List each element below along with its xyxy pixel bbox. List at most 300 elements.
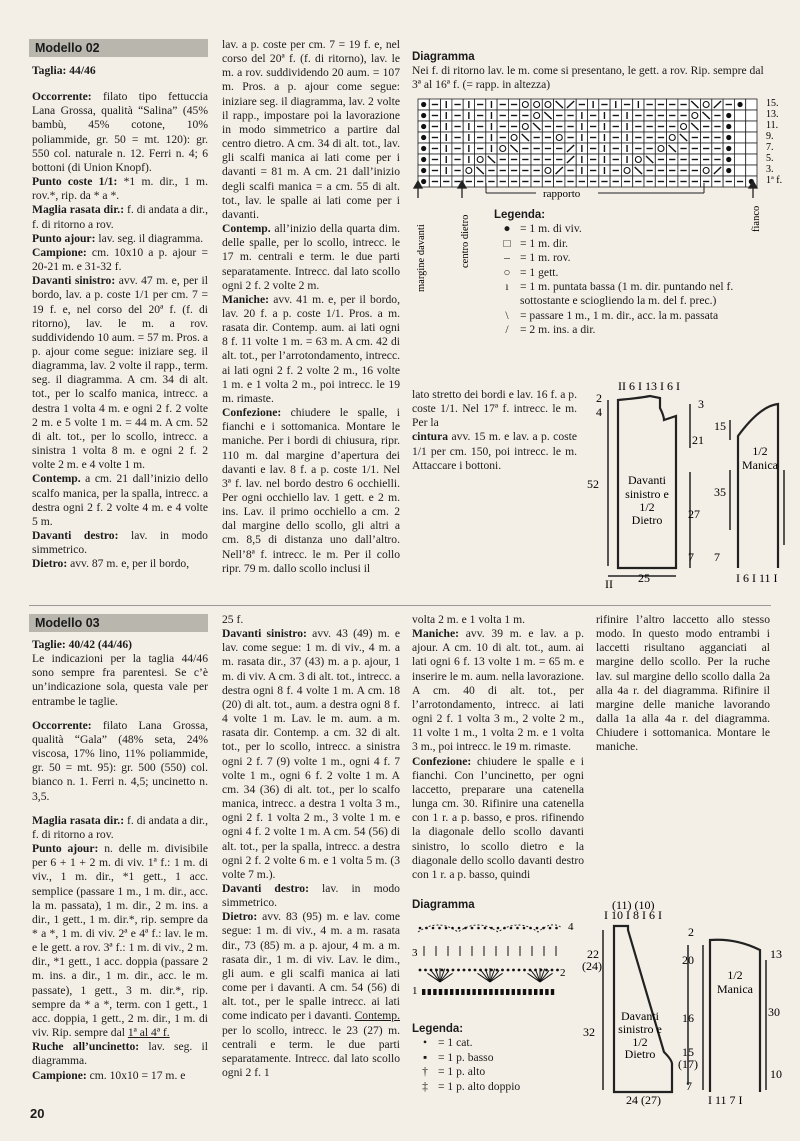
paragraph-lead: Punto ajour: xyxy=(32,842,99,856)
chain-icon xyxy=(529,969,532,972)
m02-col2-text xyxy=(222,38,400,576)
svg-text:Davanti: Davanti xyxy=(628,473,666,487)
chart-symbol-icon xyxy=(726,168,731,173)
legend-item xyxy=(412,1065,592,1079)
chart-cell xyxy=(599,110,610,121)
chart-cell xyxy=(667,143,678,154)
chart-symbol-icon xyxy=(703,112,710,119)
chart-cell xyxy=(486,99,497,110)
legend-text: = 1 m. puntata bassa (1 m. dir. puntando nel f. sottostante e sciogliendo la m. del f. prec.) xyxy=(520,280,734,308)
m03-top-b: I 10 I 8 I 6 I xyxy=(604,908,662,922)
legend-symbol-icon: ○ xyxy=(503,265,511,279)
paragraph-text: Contemp. xyxy=(354,1009,400,1023)
chart-cell xyxy=(542,121,553,132)
paragraph-lead: Davanti destro: xyxy=(32,529,119,542)
chart-cell xyxy=(723,154,734,165)
paragraph-text: lav. seg. il diagramma. xyxy=(95,231,204,245)
paragraph-lead: Confezione: xyxy=(222,406,282,420)
chart-symbol-icon xyxy=(669,135,675,141)
chart-cell xyxy=(429,154,440,165)
chart-cell xyxy=(508,99,519,110)
chart-cell xyxy=(508,176,519,187)
paragraph-text: avv. 83 (95) m. e lav. come segue: 1 m. di viv., 4 m. a m. rasata dir., 73 (85) m. a p. ajour, 4 m. a m. rasata dir., 1 m. di viv. Lav. le dim., gli aum. e gli scalfi manica ai lati come per i davanti. A cm. 54 (56) di alt. tot., per le spalle intrecc. ai lati come indicato per i davanti. xyxy=(222,910,400,1023)
paragraph-lead: Punto coste 1/1: xyxy=(32,175,118,189)
paragraph-text: avv. 43 (49) m. e lav. come segue: 1 m. di viv., 4 m. a m. rasata dir., 37 (43) m. a p. ajour, 1 m. di viv. A cm. 3 di alt. tot., intrecc. a destra ogni 8 f. 4 volte 1 m. A cm. 18 (20) di alt. tot., aum. a destra ogni 8 f. 4 volte 1 m. Lav. le m. aum. a m. rasata dir. Contemp. a cm. 32 di alt. tot., per lo scollo, intrecc. a sinistra ogni 2 f. 7 (9) volte 1 m., ogni 4 f. 7 volte 1 m., ogni 6 f. 2 volte 1 m. A cm. 34 (36) di alt. tot., per lo scalfo manica, intrecc. a destra 1 volta 3 m., ogni 2 f. 1 volta 2 m., 3 volte 1 m. e ogni 4 f. 2 volte 1 m. A cm. 54 (56) di alt. tot., per la spalla, intrecc. a destra ogni 2 f. 2 volte 6 m. e 1 volta 5 m. (3 volte 7 m.). xyxy=(222,627,401,881)
svg-text:1/2: 1/2 xyxy=(639,500,655,514)
paragraph xyxy=(222,882,400,910)
chart-cell xyxy=(497,176,508,187)
chart-cell xyxy=(565,154,576,165)
chain-icon xyxy=(490,969,493,972)
chart-cell xyxy=(644,143,655,154)
chain-icon xyxy=(484,927,487,930)
chart-cell xyxy=(418,143,429,154)
legend-text: = 1 m. dir. xyxy=(520,236,569,250)
chart-cell xyxy=(565,143,576,154)
chart-cell xyxy=(531,143,542,154)
single-crochet-icon xyxy=(523,989,526,995)
legend-text: = 1 m. di viv. xyxy=(520,222,582,236)
single-crochet-icon xyxy=(528,989,531,995)
paragraph xyxy=(32,203,208,231)
svg-text:1/2: 1/2 xyxy=(752,444,768,458)
chart-cell xyxy=(475,132,486,143)
chart-cell xyxy=(644,132,655,143)
legend-text: = 1 gett. xyxy=(520,265,559,279)
chart-cell xyxy=(621,143,632,154)
chart-symbol-icon xyxy=(533,123,540,130)
chain-icon xyxy=(419,927,422,930)
chart-symbol-icon xyxy=(714,101,721,108)
chart-cell xyxy=(655,165,666,176)
chart-cell xyxy=(576,165,587,176)
single-crochet-icon xyxy=(495,989,498,995)
chart-cell xyxy=(576,99,587,110)
m03-n16: 16 xyxy=(682,1011,694,1025)
chart-cell xyxy=(678,176,689,187)
m02-legend-items xyxy=(494,222,764,337)
m02-legend-title: Legenda: xyxy=(494,209,546,221)
chart-cell xyxy=(678,132,689,143)
paragraph xyxy=(222,222,400,293)
chart-cell xyxy=(429,165,440,176)
chart-cell xyxy=(644,110,655,121)
chain-icon xyxy=(501,969,504,972)
chart-cell xyxy=(475,176,486,187)
m03-diagram-title: Diagramma xyxy=(412,899,475,911)
single-crochet-icon xyxy=(422,989,425,995)
chart-cell xyxy=(588,121,599,132)
paragraph xyxy=(32,232,208,246)
chart-cell xyxy=(531,99,542,110)
chain-icon xyxy=(485,969,488,972)
chart-cell xyxy=(463,132,474,143)
chart-cell xyxy=(689,165,700,176)
chain-icon xyxy=(479,969,482,972)
single-crochet-icon xyxy=(512,989,515,995)
chart-cell xyxy=(610,110,621,121)
m02-column-1 xyxy=(32,64,208,571)
chart-cell xyxy=(599,176,610,187)
chart-cell xyxy=(576,110,587,121)
paragraph xyxy=(32,652,208,709)
paragraph-lead: Contemp. xyxy=(222,222,271,236)
chart-cell xyxy=(655,121,666,132)
legend-text: = 2 m. ins. a dir. xyxy=(520,323,596,337)
legend-symbol-icon: – xyxy=(504,251,510,265)
chart-cell xyxy=(701,110,712,121)
chart-cell xyxy=(542,132,553,143)
svg-text:sinistro e: sinistro e xyxy=(618,1022,662,1036)
paragraph-text: cm. 10x10 = 17 m. e xyxy=(86,1068,186,1082)
paragraph-text: 25 f. xyxy=(222,613,244,626)
chain-icon xyxy=(441,969,444,972)
chart-cell xyxy=(508,143,519,154)
chart-symbol-icon xyxy=(692,113,698,119)
chart-cell xyxy=(610,121,621,132)
m02-n52: 52 xyxy=(587,477,599,491)
paragraph xyxy=(32,274,208,472)
paragraph-text: f. di andata a dir., f. di ritorno a rov. xyxy=(32,203,208,231)
chart-cell xyxy=(678,165,689,176)
legend-text: = 1 p. alto xyxy=(438,1065,486,1079)
chart-cell xyxy=(418,165,429,176)
m03-sleeve-bottom: I 11 7 I xyxy=(708,1093,743,1107)
paragraph-lead: Ruche all’uncinetto: xyxy=(32,1040,140,1054)
m03-column-4 xyxy=(596,613,770,755)
double-crochet-icon xyxy=(440,973,453,982)
chart-cell xyxy=(610,99,621,110)
legend-text: = 1 p. basso xyxy=(438,1050,494,1064)
chart-symbol-icon xyxy=(726,113,731,118)
chart-symbol-icon xyxy=(421,124,426,129)
chart-cell xyxy=(452,165,463,176)
chart-symbol-icon xyxy=(522,124,528,130)
svg-text:Dietro: Dietro xyxy=(624,1047,656,1061)
chain-icon xyxy=(435,969,438,972)
single-crochet-icon xyxy=(551,989,554,995)
chart-symbol-icon xyxy=(556,101,563,108)
chain-icon xyxy=(540,969,543,972)
legend-text: = passare 1 m., 1 m. dir., acc. la m. passata xyxy=(520,308,719,322)
chart-symbol-icon xyxy=(421,102,426,107)
chart-cell xyxy=(554,143,565,154)
chart-cell xyxy=(486,110,497,121)
svg-text:1/2: 1/2 xyxy=(727,968,743,982)
paragraph-text: f. di andata a dir., f. di ritorno a rov. xyxy=(32,813,208,841)
chart-cell xyxy=(497,154,508,165)
single-crochet-icon xyxy=(489,989,492,995)
chain-icon xyxy=(477,927,480,930)
chart-symbol-icon xyxy=(421,135,426,140)
chain-icon xyxy=(452,969,455,972)
chart-cell xyxy=(576,176,587,187)
chart-cell xyxy=(734,132,745,143)
chart-cell xyxy=(621,110,632,121)
m02-n4: 4 xyxy=(596,405,602,419)
chart-cell xyxy=(621,99,632,110)
chart-cell xyxy=(588,165,599,176)
rapporto-bracket xyxy=(486,183,704,193)
paragraph-text: filato tipo fettuccia Lana Grossa, qualità “Salina” (45% bambù, 45% cotone, 10% poliammide, gr. 50 = mt. 120): gr. 550 col. naturale n. 12. Ferri n. 4; 6 bottoni (di Union Knopf). xyxy=(32,90,208,174)
svg-text:1/2: 1/2 xyxy=(632,1035,648,1049)
chart-symbol-icon xyxy=(522,102,528,108)
legend-text: = 1 cat. xyxy=(438,1036,473,1050)
svg-text:Manica: Manica xyxy=(717,982,753,996)
paragraph-text: Le indicazioni per la taglia 44/46 sono sempre fra parentesi. Se c’è un’indicazione sola, questa vale per entrambe le taglie. xyxy=(32,652,208,708)
paragraph-text: avv. 39 m. e lav. a p. ajour. A cm. 10 di alt. tot., aum. ai lati ogni 6 f. 13 volte 1 m. = 65 m. e inserire le m. aum. nella lavorazione. A cm. 40 di alt. tot., per l’arrotondamento, intrecc. ai lati ogni 2 f. 1 volta 3 m., 2 volte 2 m., 11 volte 1 m., 1 volta 2 m. e 1 volta 3 m., poi intrecc. le 19 m. rimaste. xyxy=(412,627,584,754)
chart-symbol-icon xyxy=(726,124,731,129)
chart-cell xyxy=(531,110,542,121)
m03-n24: (24) xyxy=(582,959,602,973)
chart-cell xyxy=(463,165,474,176)
chart-cell xyxy=(712,132,723,143)
chart-cell xyxy=(429,176,440,187)
chart-cell xyxy=(463,110,474,121)
chart-symbol-icon xyxy=(466,168,472,174)
chart-cell xyxy=(644,99,655,110)
chart-cell xyxy=(734,154,745,165)
single-crochet-icon xyxy=(461,989,464,995)
single-crochet-icon xyxy=(439,989,442,995)
m03-sleeve-label xyxy=(717,968,754,996)
chart-cell xyxy=(723,165,734,176)
legend-item xyxy=(412,1080,592,1094)
chart-symbol-icon xyxy=(737,102,742,107)
chain-icon xyxy=(468,969,471,972)
chart-cell xyxy=(655,176,666,187)
paragraph-text: avv. 87 m. e, per il bordo, xyxy=(67,557,190,571)
chart-cell xyxy=(429,121,440,132)
chart-cell xyxy=(463,121,474,132)
chart-cell xyxy=(588,132,599,143)
chart-symbol-icon xyxy=(658,146,664,152)
chart-cell xyxy=(463,176,474,187)
chart-cell xyxy=(418,176,429,187)
chart-cell xyxy=(429,132,440,143)
chart-cell xyxy=(554,132,565,143)
chart-cell xyxy=(486,176,497,187)
chart-cell xyxy=(520,165,531,176)
chart-cell xyxy=(554,110,565,121)
m03-col2-text xyxy=(222,613,400,1080)
chart-symbol-icon xyxy=(635,167,642,174)
m03-bottom: 24 (27) xyxy=(626,1093,661,1107)
chart-symbol-icon xyxy=(477,167,484,174)
chart-cell xyxy=(429,110,440,121)
chart-cell xyxy=(633,110,644,121)
chart-cell xyxy=(441,110,452,121)
rapporto-label: rapporto xyxy=(543,188,581,200)
m03-n15: 15 xyxy=(682,1045,694,1059)
section-header-modello-03: Modello 03 xyxy=(29,614,208,632)
m03-legend-items xyxy=(412,1036,592,1094)
paragraph-lead: Campione: xyxy=(32,1068,87,1082)
single-crochet-icon xyxy=(467,989,470,995)
chart-symbol-icon xyxy=(511,135,517,141)
svg-text:Davanti: Davanti xyxy=(621,1009,659,1023)
chain-icon xyxy=(516,927,519,930)
chart-cell xyxy=(746,121,757,132)
chart-cell xyxy=(531,132,542,143)
paragraph-text: lav. a p. coste per cm. 7 = 19 f. e, nel corso del 20ª f. (f. di ritorno), lav. le m. a rov. suddividendo 20 aum. = 107 m. Pros. a p. ajour come segue: iniziare seg. il diagramma, lav. 2 volte il rapp., impostare poi la lavorazione in modo simmetrico a partire dal centro dietro. A cm. 34 di alt. tot., lav. gli scalfi manica ai lati come per i davanti = 81 m. A cm. 21 dall’inizio degli scalfi manica = a cm. 55 di alt. tot., lav. le spalle ai lati come per i davanti. xyxy=(222,38,400,221)
paragraph xyxy=(32,529,208,557)
chart-cell xyxy=(621,176,632,187)
chart-cell xyxy=(712,99,723,110)
paragraph-text: rifinire l’altro laccetto allo stesso modo. In questo modo entrambi i laccetti risultano agganciati al margine dello scollo. Per la ruche lav. sul margine dello scollo dalla 2a alla 4a r. del diagramma. Rifinire il margine delle maniche lavorando dalla 1a alla 4a r. del diagramma. Chiudere i sottomanica. Montare le maniche. xyxy=(596,613,770,754)
chart-cell xyxy=(497,99,508,110)
chart-cell xyxy=(588,176,599,187)
m03-front-outline xyxy=(614,926,672,1092)
legend-item xyxy=(494,222,764,236)
chart-cell xyxy=(520,143,531,154)
double-crochet-icon xyxy=(531,970,540,982)
chart-cell xyxy=(486,132,497,143)
chart-cell xyxy=(667,165,678,176)
double-crochet-icon xyxy=(440,969,445,982)
chart-cell xyxy=(655,110,666,121)
fianco-label: fianco xyxy=(751,205,762,232)
paragraph-text: avv. 41 m. e, per il bordo, lav. 20 f. a p. coste 1/1. Pros. a m. rasata dir. Contemp. aum. ai lati ogni 8 f. 11 volte 1 m. = 63 m. A cm. 42 di alt. tot., per l’arrotondamento, intrecc. ai lati ogni 2 f. 2 volte 2 m., 16 volte 1 m. e 1 volta 2 m., poi intrecc. le 19 m. rimaste. xyxy=(222,292,400,405)
chart-cell xyxy=(418,110,429,121)
row-label-3: 3. xyxy=(766,164,774,175)
m02-n21: 21 xyxy=(692,433,704,447)
chain-icon xyxy=(438,927,441,930)
m03-n20: 20 xyxy=(682,953,694,967)
m02-n2: 2 xyxy=(596,391,602,405)
paragraph-lead: Maglia rasata dir.: xyxy=(32,203,125,217)
legend-symbol-icon: ı xyxy=(505,280,509,294)
chart-cell xyxy=(520,110,531,121)
chart-cell xyxy=(746,143,757,154)
legend-item xyxy=(412,1051,592,1065)
paragraph xyxy=(32,1069,208,1083)
chart-cell xyxy=(633,99,644,110)
paragraph xyxy=(222,627,400,882)
chain-icon xyxy=(425,927,428,930)
chart-cell xyxy=(486,154,497,165)
paragraph xyxy=(222,406,400,576)
double-crochet-icon xyxy=(490,969,495,982)
legend-symbol-icon: • xyxy=(422,1036,428,1050)
chain-icon xyxy=(503,927,506,930)
chart-cell xyxy=(475,121,486,132)
chart-cell xyxy=(542,165,553,176)
chart-cell xyxy=(554,176,565,187)
single-crochet-icon xyxy=(456,989,459,995)
chart-cell xyxy=(486,121,497,132)
chart-cell xyxy=(723,110,734,121)
chain-icon xyxy=(458,927,461,930)
chart-cell xyxy=(452,154,463,165)
m03-row-2: 2 xyxy=(560,967,566,979)
paragraph xyxy=(596,613,770,755)
chain-icon xyxy=(512,969,515,972)
paragraph-text: volta 2 m. e 1 volta 1 m. xyxy=(412,613,526,626)
double-crochet-icon xyxy=(431,970,440,982)
chain-icon xyxy=(451,927,454,930)
m03-column-1 xyxy=(32,638,208,1083)
chart-cell xyxy=(542,154,553,165)
single-crochet-icon xyxy=(484,989,487,995)
chart-cell xyxy=(565,165,576,176)
chart-symbol-icon xyxy=(669,145,676,152)
chart-cell xyxy=(520,99,531,110)
chain-icon xyxy=(497,927,500,930)
chart-cell xyxy=(621,165,632,176)
chart-cell xyxy=(463,99,474,110)
chart-cell xyxy=(475,110,486,121)
m02-n35: 35 xyxy=(714,485,726,499)
m02-col3-text xyxy=(412,388,577,473)
paragraph-text: lav. in modo simmetrico. xyxy=(222,881,400,910)
chart-symbol-icon xyxy=(567,145,574,152)
paragraph-lead: Dietro: xyxy=(32,557,68,571)
single-crochet-icon xyxy=(428,989,431,995)
chart-cell xyxy=(599,143,610,154)
chart-cell xyxy=(633,121,644,132)
m03-row-3: 3 xyxy=(412,947,418,959)
chart-cell xyxy=(418,121,429,132)
chart-cell xyxy=(418,99,429,110)
chart-symbol-icon xyxy=(477,157,483,163)
paragraph-text: cm. 10x10 a p. ajour = 20-21 m. e 31-32 f. xyxy=(32,245,208,274)
chart-symbol-icon xyxy=(556,135,562,141)
chain-icon xyxy=(445,927,448,930)
chain-icon xyxy=(496,969,499,972)
chart-symbol-icon xyxy=(421,146,426,151)
m02-n15: 15 xyxy=(714,419,726,433)
chart-cell xyxy=(667,132,678,143)
chart-symbol-icon xyxy=(726,157,731,162)
chart-cell xyxy=(429,99,440,110)
m02-front-outline xyxy=(618,396,676,568)
legend-text: = 1 m. rov. xyxy=(520,251,571,265)
chain-icon xyxy=(474,969,477,972)
chart-cell xyxy=(463,154,474,165)
paragraph-text: lato stretto dei bordi e lav. 16 f. a p. coste 1/1. Nel 17ª f. intrecc. le m. Per la xyxy=(412,388,577,430)
chain-icon xyxy=(549,927,552,930)
chart-cell xyxy=(644,154,655,165)
chart-cell xyxy=(734,143,745,154)
row-label-13: 13. xyxy=(766,109,779,120)
chart-cell xyxy=(441,176,452,187)
row-label-7: 7. xyxy=(766,142,774,153)
paragraph xyxy=(412,430,577,472)
chart-symbol-icon xyxy=(749,179,754,184)
chart-cell xyxy=(542,110,553,121)
chart-cell xyxy=(610,143,621,154)
chain-icon xyxy=(471,927,474,930)
m03-row-4: 4 xyxy=(568,921,574,933)
paragraph-lead: cintura xyxy=(412,430,449,444)
paragraph-lead: Maglia rasata dir.: xyxy=(32,813,125,827)
paragraph-text: a cm. 21 dall’inizio dello scalfo manica, per la spalla, intrecc. a destra ogni 2 f. 2 volte 4 m. e 4 volte 5 m. xyxy=(32,472,208,528)
m03-top-a: (11) (10) xyxy=(612,898,655,912)
chart-cell xyxy=(701,176,712,187)
chart-cell xyxy=(678,121,689,132)
paragraph xyxy=(32,814,208,842)
legend-item xyxy=(494,251,764,265)
chart-cell xyxy=(712,121,723,132)
double-crochet-icon xyxy=(540,969,545,982)
m02-bottom: 25 xyxy=(638,571,650,585)
chart-cell xyxy=(734,176,745,187)
chart-cell xyxy=(701,99,712,110)
chart-symbol-icon xyxy=(500,146,506,152)
m03-n17: (17) xyxy=(678,1057,698,1071)
m03-sleeve-outline xyxy=(710,940,760,1092)
